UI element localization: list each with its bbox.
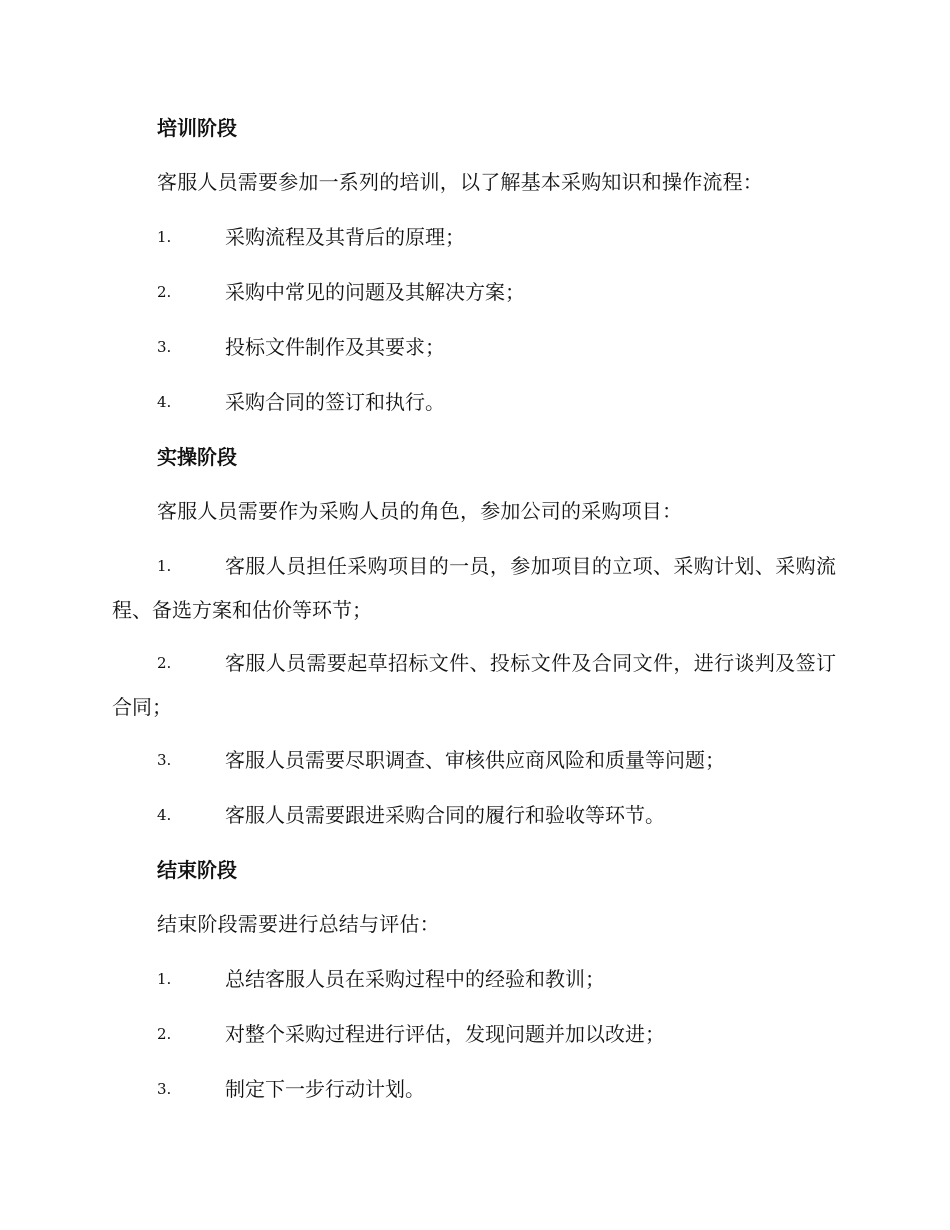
list-item: [112, 649, 836, 729]
list-item-text: 投标文件制作及其要求；: [225, 335, 445, 359]
list-item: [112, 278, 836, 306]
section-heading-practice: 实操阶段: [157, 445, 237, 469]
list-item: [112, 223, 836, 251]
list-item: [112, 965, 836, 993]
list-item-text: 对整个采购过程进行评估，发现问题并加以改进；: [225, 1022, 665, 1046]
list-item-number: 2.: [157, 283, 172, 301]
section-heading-training: 培训阶段: [157, 116, 237, 140]
list-item: [112, 801, 836, 829]
list-item-number: 2.: [157, 654, 172, 672]
list-item-number: 1.: [157, 557, 172, 575]
list-item-number: 4.: [157, 393, 172, 411]
section-intro-closing: 结束阶段需要进行总结与评估：: [157, 912, 440, 936]
list-item-number: 1.: [157, 228, 172, 246]
list-item: [112, 333, 836, 361]
section-intro-practice: 客服人员需要作为采购人员的角色，参加公司的采购项目：: [157, 499, 683, 523]
list-item-number: 3.: [157, 751, 172, 769]
list-item-number: 3.: [157, 338, 172, 356]
section-heading-closing: 结束阶段: [157, 858, 237, 882]
list-item-text: 采购合同的签订和执行。: [225, 390, 445, 414]
list-item-text: 客服人员需要跟进采购合同的履行和验收等环节。: [225, 803, 665, 827]
list-item: [112, 1020, 836, 1048]
list-item-number: 3.: [157, 1080, 172, 1098]
list-item: [112, 746, 836, 774]
list-item: [112, 552, 836, 632]
section-intro-training: 客服人员需要参加一系列的培训，以了解基本采购知识和操作流程：: [157, 170, 763, 194]
list-item: [112, 1075, 836, 1103]
list-item-text: 客服人员担任采购项目的一员，参加项目的立项、采购计划、采购流程、备选方案和估价等环节；: [112, 554, 836, 622]
list-item-text: 总结客服人员在采购过程中的经验和教训；: [225, 967, 605, 991]
list-item-text: 客服人员需要尽职调查、审核供应商风险和质量等问题；: [225, 748, 725, 772]
list-item-text: 采购中常见的问题及其解决方案；: [225, 280, 525, 304]
list-item: [112, 388, 836, 416]
list-item-number: 1.: [157, 970, 172, 988]
list-item-text: 采购流程及其背后的原理；: [225, 225, 465, 249]
list-item-number: 2.: [157, 1025, 172, 1043]
list-item-text: 客服人员需要起草招标文件、投标文件及合同文件，进行谈判及签订合同；: [112, 651, 836, 719]
list-item-text: 制定下一步行动计划。: [225, 1077, 425, 1101]
list-item-number: 4.: [157, 806, 172, 824]
